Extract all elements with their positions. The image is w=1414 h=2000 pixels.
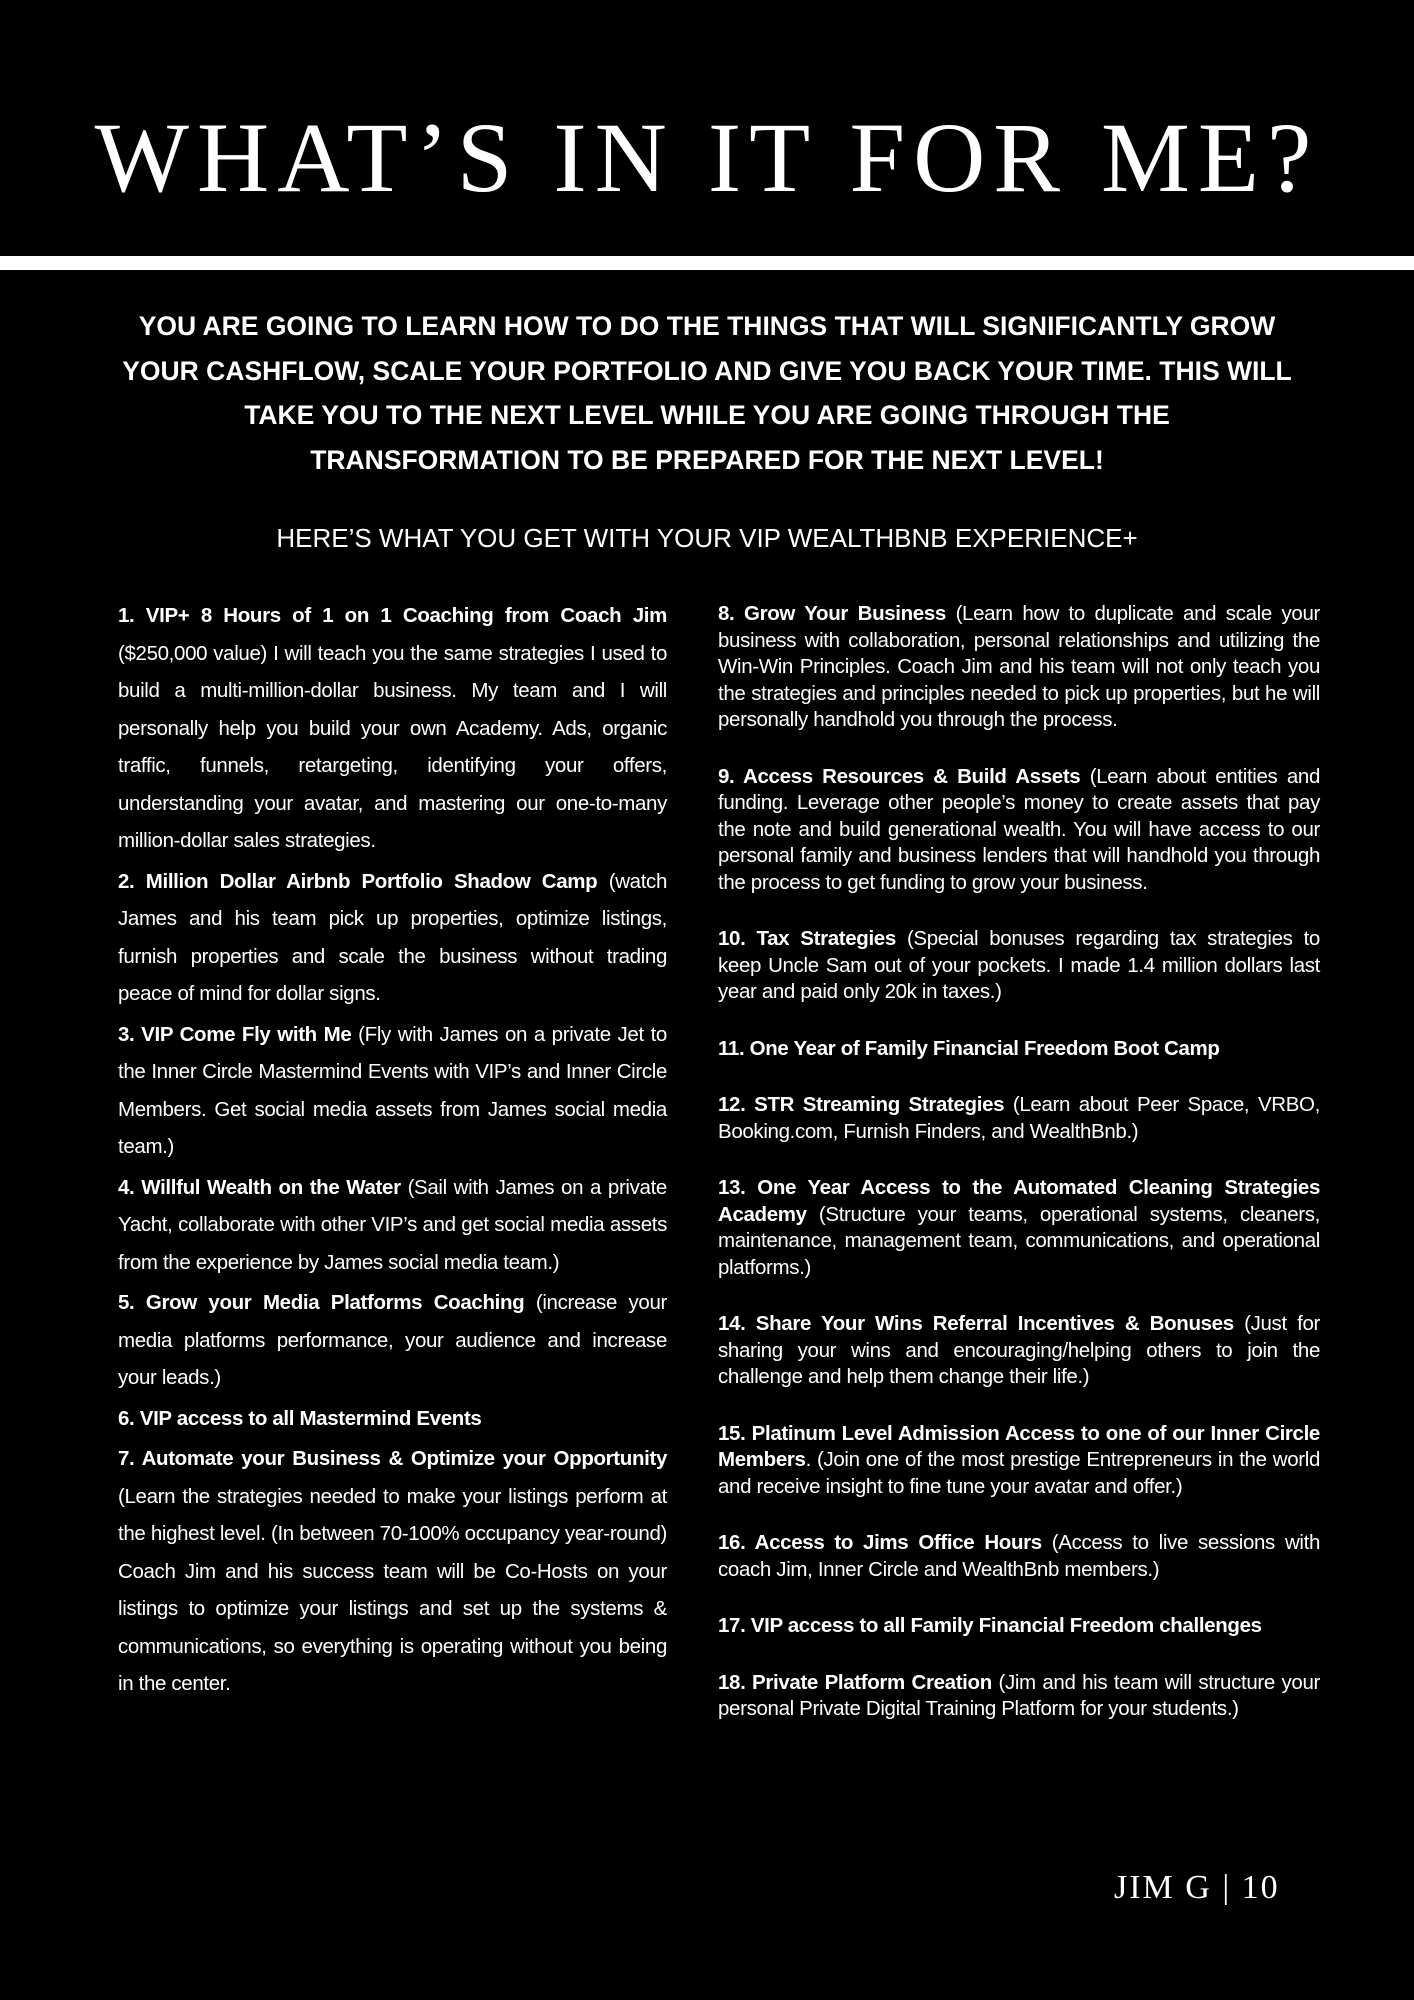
benefit-item: [118, 1016, 667, 1166]
benefit-description: (Fly with James on a private Jet to the Inner Circle Mastermind Events with VIP’s and Inner Circle Members. Get social media assets from James social media team.): [118, 1022, 667, 1158]
benefit-title: 1. VIP+ 8 Hours of 1 on 1 Coaching from Coach Jim: [118, 604, 667, 627]
benefit-title: 5. Grow your Media Platforms Coaching: [118, 1291, 525, 1314]
benefit-title: 9. Access Resources & Build Assets: [718, 764, 1081, 788]
benefit-description: (Just for sharing your wins and encouraging/helping others to join the challenge and help them change their life.): [718, 1312, 1320, 1388]
benefit-title: 16. Access to Jims Office Hours: [718, 1531, 1042, 1554]
benefit-item: [118, 1284, 667, 1397]
benefit-title: 13. One Year Access to the Automated Cleaning Strategies Academy: [718, 1176, 1320, 1226]
benefit-item: [718, 1421, 1320, 1501]
benefit-description: (Structure your teams, operational systems, cleaners, maintenance, management team, communications, and operational platforms.): [718, 1202, 1320, 1279]
benefits-subheading: HERE’S WHAT YOU GET WITH YOUR VIP WEALTHBNB EXPERIENCE+: [276, 523, 1138, 553]
benefit-title: 12. STR Streaming Strategies: [718, 1093, 1005, 1116]
benefit-description: (Access to live sessions with coach Jim, Inner Circle and WealthBnb members.): [718, 1531, 1320, 1581]
benefit-description: (Learn about Peer Space, VRBO, Booking.com, Furnish Finders, and WealthBnb.): [718, 1093, 1320, 1143]
benefit-description: (Learn how to duplicate and scale your business with collaboration, personal relationships and utilizing the Win-Win Principles. Coach Jim and his team will not only teach you the strategies and principles needed to pick up properties, but he will personally handhold you through the process.: [718, 602, 1320, 731]
benefit-item: [718, 926, 1320, 1006]
benefit-title: 18. Private Platform Creation: [718, 1670, 992, 1694]
benefit-item: [718, 1311, 1320, 1391]
benefit-item: [718, 1530, 1320, 1583]
benefit-item: [118, 863, 667, 1013]
benefit-item: [718, 1613, 1320, 1640]
benefit-title: 10. Tax Strategies: [718, 927, 896, 950]
benefit-description: (Jim and his team will structure your personal Private Digital Training Platform for your students.): [718, 1670, 1320, 1720]
intro-paragraph: YOU ARE GOING TO LEARN HOW TO DO THE THINGS THAT WILL SIGNIFICANTLY GROW YOUR CASHFLOW, SCALE YOUR PORTFOLIO AND GIVE YOU BACK YOUR TIME. THIS WILL TAKE YOU TO THE NEXT LEVEL WHILE YOU ARE GOING THROUGH THE TRANSFORMATION TO BE PREPARED FOR THE NEXT LEVEL!: [122, 311, 1292, 475]
benefit-description: (Learn the strategies needed to make your listings perform at the highest level. (In between 70-100% occupancy year-round) Coach Jim and his success team will be Co-Hosts on your listings to optimize your listings and set up the systems & communications, so everything is operating without you being in the center.: [118, 1484, 667, 1695]
benefit-item: [718, 1175, 1320, 1281]
benefit-item: [718, 1092, 1320, 1145]
benefit-description: . (Join one of the most prestige Entrepreneurs in the world and receive insight to fine tune your avatar and offer.): [718, 1448, 1320, 1498]
benefit-item: [718, 764, 1320, 897]
benefit-item: [718, 601, 1320, 734]
benefit-title: 15. Platinum Level Admission Access to one of our Inner Circle Members: [718, 1421, 1320, 1471]
benefits-right-column: [718, 601, 1320, 1753]
benefit-item: [118, 1400, 667, 1438]
benefit-item: [118, 597, 667, 860]
benefit-item: [118, 1169, 667, 1282]
benefit-description: (watch James and his team pick up properties, optimize listings, furnish properties and scale the business without trading peace of mind for dollar signs.: [118, 869, 667, 1005]
benefit-title: 14. Share Your Wins Referral Incentives & Bonuses: [718, 1312, 1234, 1335]
benefit-description: (increase your media platforms performance, your audience and increase your leads.): [118, 1291, 667, 1389]
benefit-title: 11. One Year of Family Financial Freedom Boot Camp: [718, 1036, 1220, 1060]
benefit-title: 8. Grow Your Business: [718, 602, 946, 625]
benefit-item: [118, 1440, 667, 1703]
benefit-title: 4. Willful Wealth on the Water: [118, 1175, 401, 1199]
benefit-item: [718, 1036, 1320, 1063]
page-footer-label: JIM G | 10: [1114, 1869, 1280, 1906]
benefit-description: (Sail with James on a private Yacht, collaborate with other VIP’s and get social media assets from the experience by James social media team.): [118, 1175, 667, 1274]
benefits-left-column: [118, 597, 667, 1706]
benefit-description: (Special bonuses regarding tax strategies to keep Uncle Sam out of your pockets. I made 1.4 million dollars last year and paid only 20k in taxes.): [718, 927, 1320, 1003]
benefit-title: 7. Automate your Business & Optimize your Opportunity: [118, 1447, 667, 1470]
header-divider: [0, 256, 1414, 270]
benefit-description: ($250,000 value) I will teach you the same strategies I used to build a multi-million-dollar business. My team and I will personally help you build your own Academy. Ads, organic traffic, funnels, retargeting, identifying your offers, understanding your avatar, and mastering our one-to-many million-dollar sales strategies.: [118, 641, 667, 852]
benefit-description: (Learn about entities and funding. Leverage other people’s money to create assets that pay the note and build generational wealth. You will have access to our personal family and business lenders that will handhold you through the process to get funding to grow your business.: [718, 764, 1321, 894]
benefit-title: 17. VIP access to all Family Financial Freedom challenges: [718, 1614, 1262, 1637]
page-title: WHAT’S IN IT FOR ME?: [94, 102, 1320, 213]
benefit-title: 3. VIP Come Fly with Me: [118, 1022, 352, 1046]
benefit-title: 2. Million Dollar Airbnb Portfolio Shadow Camp: [118, 869, 598, 893]
benefit-title: 6. VIP access to all Mastermind Events: [118, 1406, 482, 1430]
benefit-item: [718, 1670, 1320, 1723]
